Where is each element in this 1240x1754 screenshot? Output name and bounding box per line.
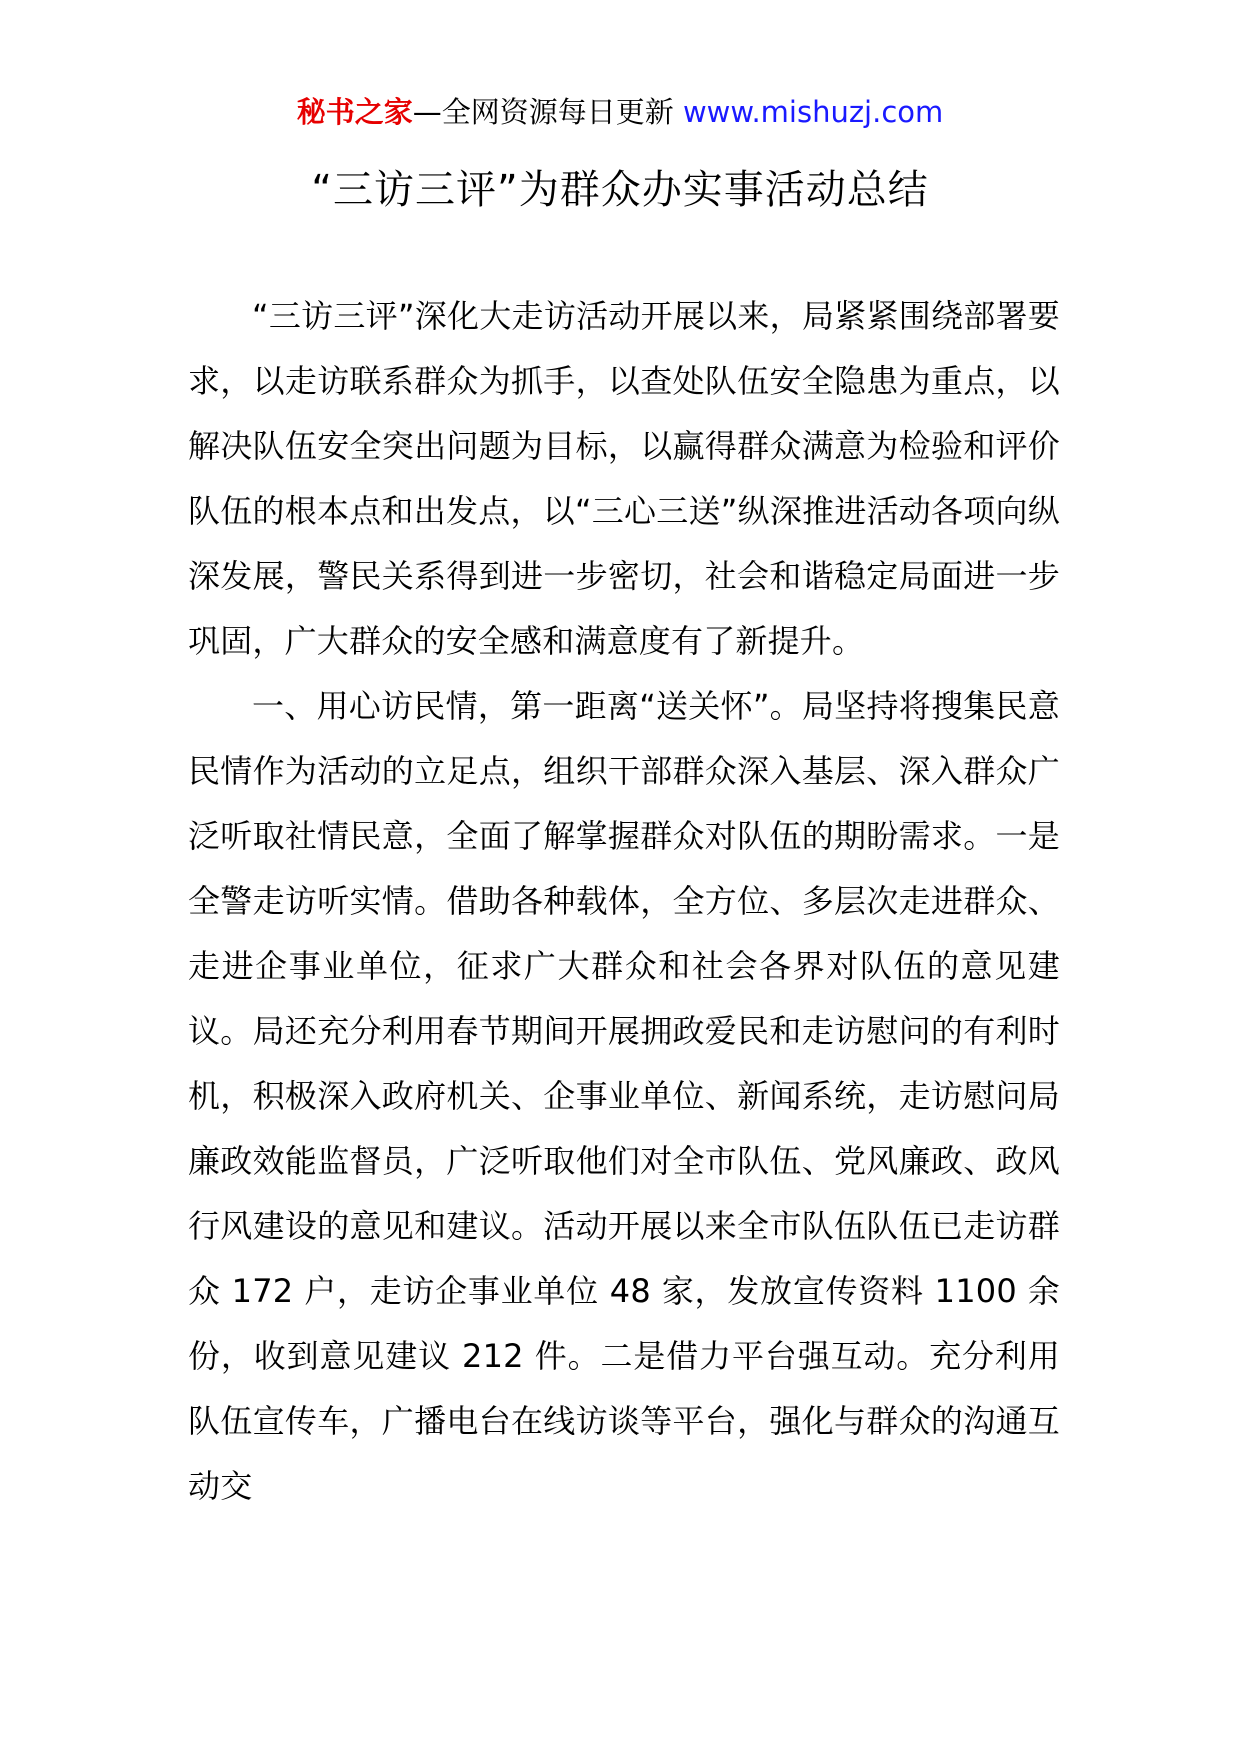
document-title: “三访三评”为群众办实事活动总结: [311, 167, 929, 213]
paragraph-section-one: 一、用心访民情，第一距离“送关怀”。局坚持将搜集民意民情作为活动的立足点，组织干部群众深入基层、深入群众广泛听取社情民意，全面了解掌握群众对队伍的期盼需求。一是全警走访听实情。借助各种载体，全方位、多层次走进群众、走进企事业单位，征求广大群众和社会各界对队伍的意见建议。局还充分利用春节期间开展拥政爱民和走访慰问的有利时机，积极深入政府机关、企事业单位、新闻系统，走访慰问局廉政效能监督员，广泛听取他们对全市队伍、党风廉政、政风行风建设的意见和建议。活动开展以来全市队伍队伍已走访群众 172 户，走访企事业单位 48 家，发放宣传资料 1100 余份，收到意见建议 212 件。二是借力平台强互动。充分利用队伍宣传车，广播电台在线访谈等平台，强化与群众的沟通互动交: [188, 687, 1060, 1505]
site-tagline: —全网资源每日更新: [412, 95, 674, 129]
site-brand: 秘书之家: [296, 95, 413, 129]
site-header: [0, 92, 1240, 132]
document-body: [188, 284, 1060, 1519]
site-url-link[interactable]: www.mishuzj.com: [682, 95, 944, 129]
paragraph-intro: “三访三评”深化大走访活动开展以来，局紧紧围绕部署要求，以走访联系群众为抓手，以查处队伍安全隐患为重点，以解决队伍安全突出问题为目标，以赢得群众满意为检验和评价队伍的根本点和出发点，以“三心三送”纵深推进活动各项向纵深发展，警民关系得到进一步密切，社会和谐稳定局面进一步巩固，广大群众的安全感和满意度有了新提升。: [188, 297, 1060, 660]
